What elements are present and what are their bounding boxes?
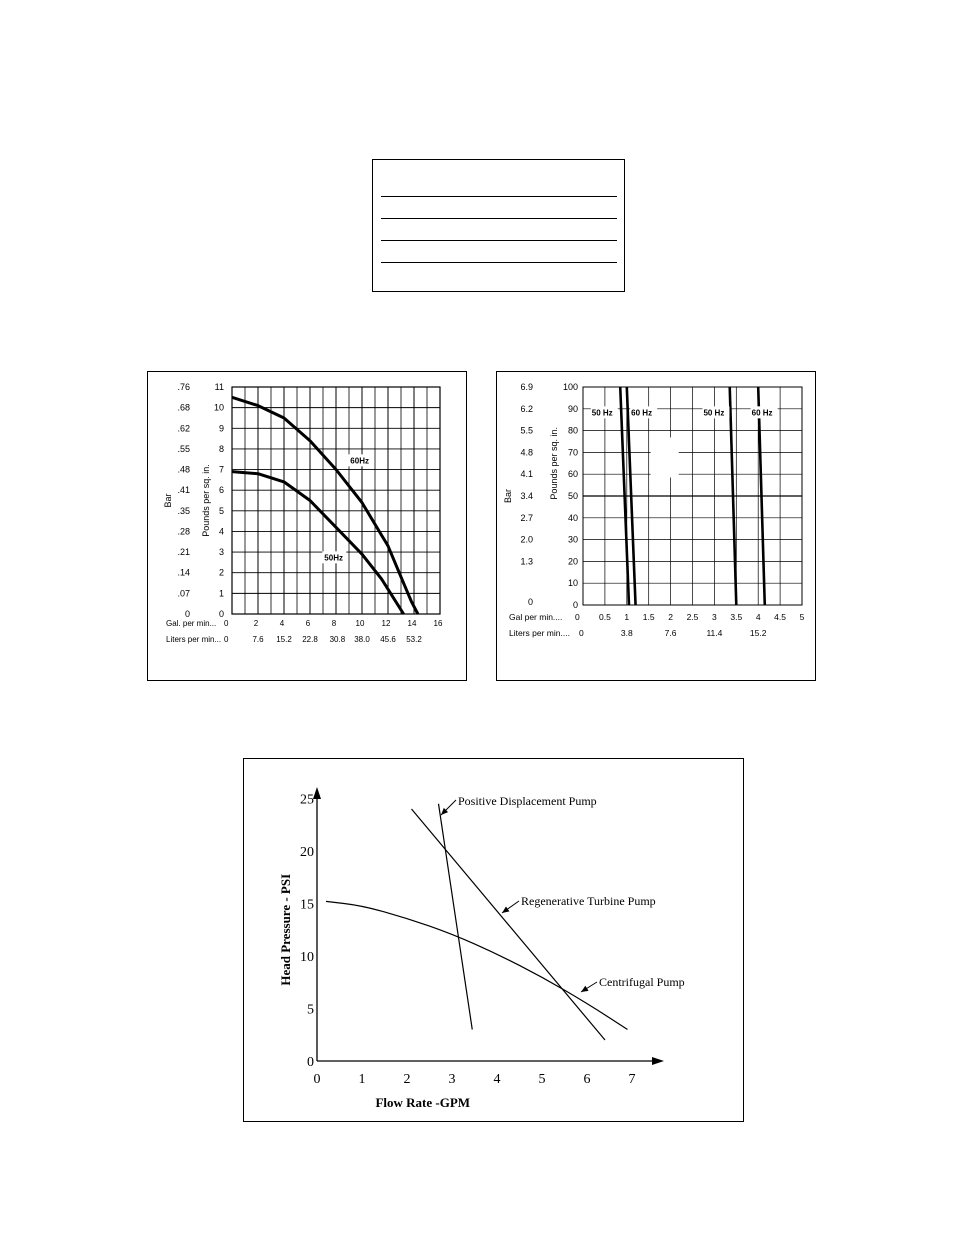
y-tick-label: 6 (218, 485, 224, 496)
y2-tick-label: 1.3 (520, 556, 533, 567)
y2-tick-label: 2.0 (520, 534, 533, 545)
y-tick-label: 10 (300, 950, 314, 965)
series-label: 50 Hz (703, 408, 725, 418)
x2-tick-label: 22.8 (302, 635, 318, 644)
x-tick-label: 0 (575, 612, 580, 622)
y2-axis-label: Bar (163, 493, 173, 508)
x-tick-label: 2.5 (686, 612, 699, 622)
y2-tick-label: .41 (177, 485, 190, 496)
y-tick-label: 70 (567, 447, 578, 458)
y-tick-label: 60 (567, 469, 578, 480)
annotation-label: Regenerative Turbine Pump (521, 894, 656, 908)
series-line (439, 804, 473, 1030)
y2-tick-label: 5.5 (520, 425, 533, 436)
y2-tick-label: .55 (177, 443, 190, 454)
chart-svg (497, 372, 817, 682)
y-axis-label: Pounds per sq. in. (201, 464, 211, 537)
x2-tick-label: 11.4 (706, 628, 723, 638)
y2-tick-label: .76 (177, 382, 190, 392)
x-tick-label: 4 (755, 612, 761, 622)
chart-svg (244, 759, 745, 1123)
x-tick-label: 10 (355, 619, 365, 628)
y2-tick-label: .21 (177, 547, 190, 558)
series-line (412, 809, 606, 1040)
series-label: 50Hz (324, 553, 343, 563)
x-tick-label: 1 (358, 1072, 366, 1087)
y-tick-label: 9 (218, 423, 224, 434)
y-tick-label: 30 (567, 534, 578, 545)
x2-tick-label: 38.0 (354, 635, 370, 644)
x-tick-label: 0 (224, 619, 229, 628)
y-tick-label: 7 (218, 464, 224, 475)
x-tick-label: 3 (448, 1072, 456, 1087)
pump-type-comparison-chart (243, 758, 744, 1122)
x-axis-arrow (652, 1057, 664, 1065)
y2-tick-label: 0 (527, 597, 533, 607)
y2-tick-label: .62 (177, 423, 190, 434)
x-tick-label: 4 (279, 619, 285, 628)
y-tick-label: 10 (567, 578, 578, 589)
series-label: 50 Hz (591, 408, 613, 418)
x-tick-label: 0.5 (598, 612, 611, 622)
x-tick-label: 6 (583, 1072, 591, 1087)
y2-tick-label: .68 (177, 402, 190, 413)
x-axis-label: Gal. per min... (166, 619, 217, 628)
y2-tick-label: 0 (184, 609, 190, 619)
x2-tick-label: 0 (224, 635, 229, 644)
y-tick-label: 25 (300, 792, 314, 808)
y-axis-label: Head Pressure - PSI (278, 873, 293, 986)
x-tick-label: 2 (403, 1072, 411, 1087)
y-tick-label: 15 (300, 897, 314, 913)
x2-tick-label: 3.8 (620, 628, 633, 638)
form-line (381, 240, 617, 241)
y-tick-label: 5 (307, 1002, 314, 1018)
annotation-label: Centrifugal Pump (599, 975, 685, 989)
y-axis-label: Pounds per sq. in. (549, 427, 559, 500)
y-tick-label: 50 (567, 491, 578, 501)
form-line (381, 218, 617, 219)
y-tick-label: 40 (567, 512, 578, 523)
pump-curve-chart-psi (496, 371, 816, 681)
y-tick-label: 20 (567, 556, 578, 567)
y-tick-label: 8 (218, 443, 224, 454)
y-tick-label: 11 (214, 382, 224, 392)
form-line (381, 196, 617, 197)
y-tick-label: 10 (213, 402, 224, 413)
series-label: 60 Hz (631, 408, 653, 418)
x-tick-label: 5 (538, 1072, 546, 1087)
y2-tick-label: .35 (177, 505, 190, 516)
x-tick-label: 5 (799, 612, 805, 622)
x-tick-label: 2 (668, 612, 673, 622)
y-tick-label: 5 (218, 505, 224, 516)
y2-tick-label: .14 (177, 567, 190, 578)
x-tick-label: 8 (331, 619, 337, 628)
x2-tick-label: 15.2 (276, 635, 292, 644)
series-label: 60 Hz (751, 408, 773, 418)
x-tick-label: 1 (624, 612, 630, 622)
y2-tick-label: 4.8 (520, 447, 533, 458)
y-tick-label: 4 (218, 526, 224, 537)
y2-tick-label: 6.2 (520, 403, 533, 414)
x2-tick-label: 15.2 (749, 628, 767, 638)
x-tick-label: 2 (253, 619, 259, 628)
x2-tick-label: 53.2 (406, 635, 422, 644)
annotation-arrowhead (502, 907, 509, 913)
y-tick-label: 0 (572, 600, 578, 610)
series-line (326, 901, 628, 1029)
y-tick-label: 0 (307, 1055, 314, 1070)
x-tick-label: 16 (433, 619, 443, 628)
y-axis-arrow (313, 787, 321, 799)
pump-curve-chart-gpm (147, 371, 467, 681)
y-tick-label: 80 (567, 425, 578, 436)
x2-tick-label: 7.6 (252, 635, 264, 644)
y2-tick-label: .48 (177, 464, 190, 475)
annotation-arrowhead (581, 986, 589, 992)
y2-axis-label: Bar (503, 488, 513, 504)
x2-tick-label: 30.8 (329, 635, 346, 644)
y-tick-label: 100 (562, 382, 578, 392)
form-line (381, 262, 617, 263)
y2-tick-label: 6.9 (520, 382, 533, 392)
y2-tick-label: 2.7 (520, 512, 533, 523)
y-tick-label: 1 (218, 588, 224, 599)
x-tick-label: 4 (493, 1072, 501, 1087)
x2-axis-label: Liters per min.... (509, 628, 570, 638)
blank-patch (651, 438, 679, 478)
y2-tick-label: .07 (177, 588, 190, 599)
x-tick-label: 4.5 (774, 612, 787, 622)
x-tick-label: 0 (313, 1072, 321, 1087)
y-tick-label: 90 (567, 403, 578, 414)
y2-tick-label: 3.4 (520, 491, 533, 501)
y-tick-label: 20 (300, 845, 314, 860)
y2-tick-label: 4.1 (520, 469, 533, 480)
x-tick-label: 12 (381, 619, 391, 628)
x-tick-label: 6 (305, 619, 311, 628)
blank-form-box (372, 159, 625, 292)
annotation-label: Positive Displacement Pump (458, 794, 597, 808)
y2-tick-label: .28 (177, 526, 190, 537)
x2-tick-label: 7.6 (664, 628, 677, 638)
x-axis-label: Gal per min.... (509, 612, 563, 622)
x-tick-label: 3 (712, 612, 717, 622)
chart-svg (148, 372, 468, 682)
x-tick-label: 7 (628, 1072, 636, 1087)
y-tick-label: 2 (218, 567, 224, 578)
x-tick-label: 14 (407, 619, 417, 628)
x2-tick-label: 0 (579, 628, 584, 638)
series-line-60hz (232, 397, 418, 614)
y-tick-label: 0 (218, 609, 224, 619)
y-tick-label: 3 (218, 547, 224, 558)
x2-axis-label: Liters per min... (166, 635, 222, 644)
x-tick-label: 1.5 (642, 612, 655, 622)
x2-tick-label: 45.6 (380, 635, 396, 644)
series-label: 60Hz (350, 456, 369, 466)
x-axis-label: Flow Rate -GPM (375, 1095, 471, 1110)
x-tick-label: 3.5 (730, 612, 743, 622)
